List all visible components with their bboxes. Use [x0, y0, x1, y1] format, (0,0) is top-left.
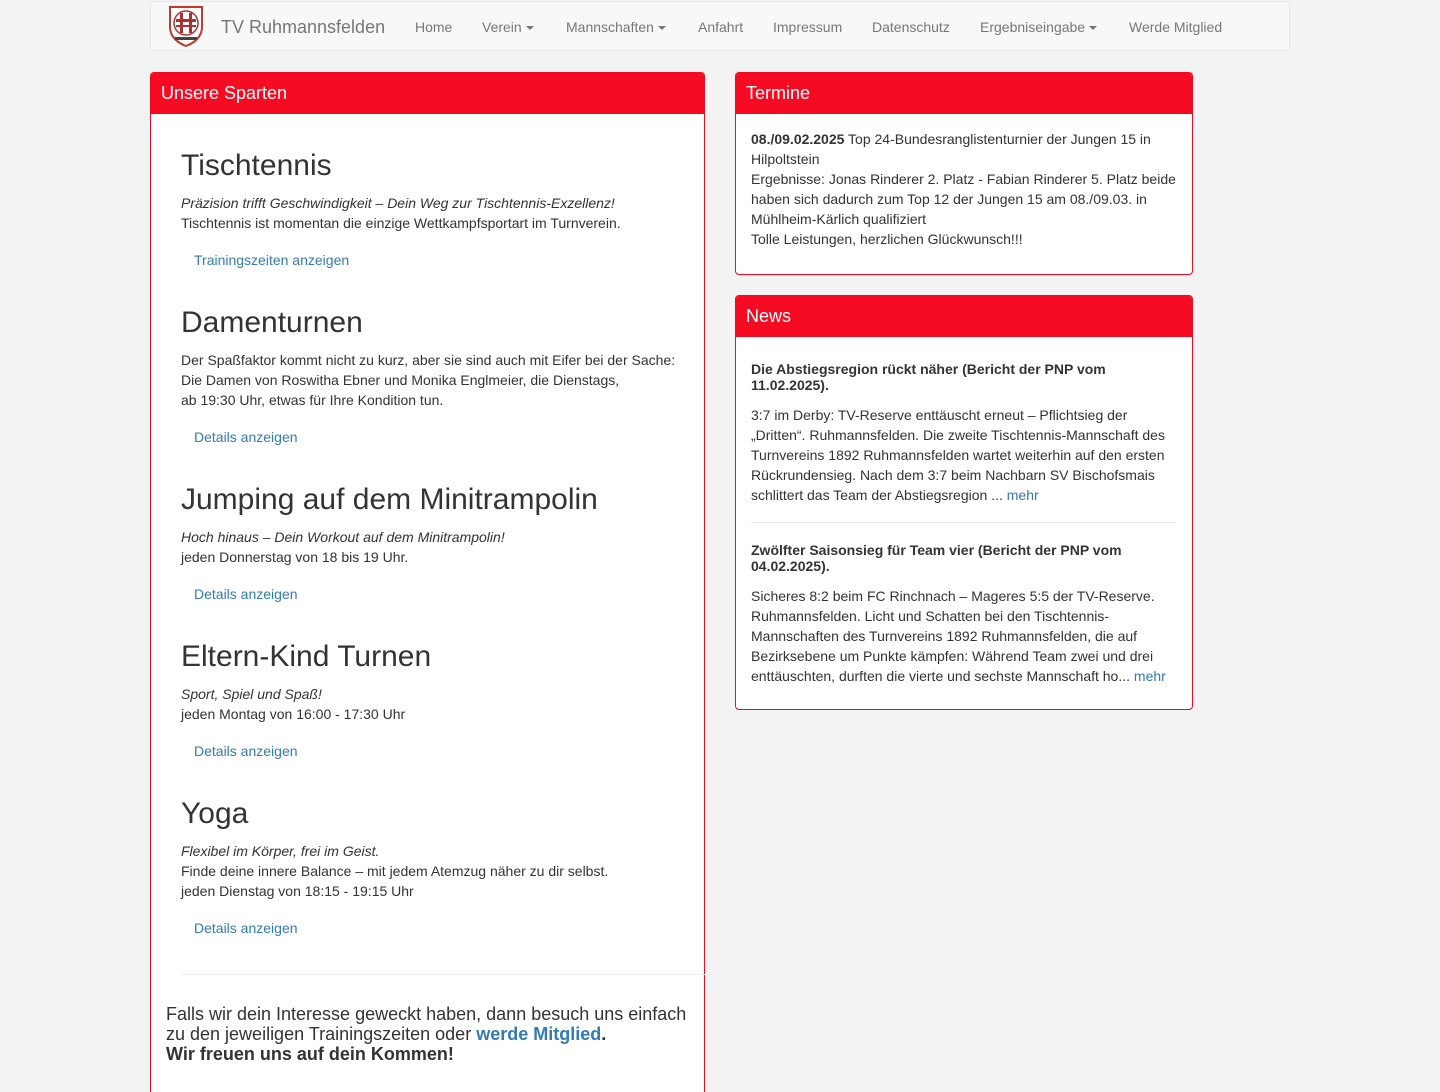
sparte-tagline: Sport, Spiel und Spaß!: [181, 686, 322, 702]
cta-dot: .: [601, 1024, 607, 1044]
sparte-text: Der Spaßfaktor kommt nicht zu kurz, aber sie sind auch mit Eifer bei der Sache:: [181, 352, 676, 368]
trainingszeiten-link[interactable]: Trainingszeiten anzeigen: [194, 252, 350, 268]
club-logo-icon[interactable]: [166, 5, 206, 47]
sparte-tagline: Hoch hinaus – Dein Workout auf dem Minitrampolin!: [181, 529, 505, 545]
nav-home[interactable]: Home: [415, 19, 453, 35]
details-link[interactable]: Details anzeigen: [194, 586, 298, 602]
brand-name[interactable]: TV Ruhmannsfelden: [221, 17, 386, 37]
caret-down-icon: [526, 26, 534, 30]
sparte-title: Yoga: [181, 797, 249, 830]
content-divider: [181, 974, 1321, 975]
sparte-text: jeden Montag von 16:00 - 17:30 Uhr: [181, 706, 406, 722]
caret-down-icon: [658, 26, 666, 30]
news-title: Die Abstiegsregion rückt näher (Bericht der PNP vom 11.02.2025).: [751, 361, 1106, 393]
sparte-jumping: [181, 483, 691, 604]
news-text: Sicheres 8:2 beim FC Rinchnach – Mageres 5:5 der TV-Reserve. Ruhmannsfelden. Licht und Schatten bei den Tischtennis-Mannschaften des Turnvereins 1892 Ruhmannsfelden, die auf Bezirksebene um Punkte kämpfen: Während Team zwei und drei enttäuschten, durften die vierte und sechste Mannschaft ho... mehr: [751, 588, 1166, 684]
caret-down-icon: [1089, 26, 1097, 30]
sparte-yoga: [181, 797, 691, 938]
nav-datenschutz[interactable]: Datenschutz: [872, 19, 950, 35]
details-link[interactable]: Details anzeigen: [194, 429, 298, 445]
nav-impressum[interactable]: Impressum: [773, 19, 843, 35]
top-navbar: [150, 1, 1290, 51]
sparte-text: Finde deine innere Balance – mit jedem Atemzug näher zu dir selbst.: [181, 863, 609, 879]
news-title: Zwölfter Saisonsieg für Team vier (Bericht der PNP vom 04.02.2025).: [751, 542, 1122, 574]
termin-congrats: Tolle Leistungen, herzlichen Glückwunsch!!!: [751, 231, 1023, 247]
termine-entry: [751, 129, 1179, 249]
termine-panel: [735, 72, 1193, 275]
sparte-text: Tischtennis ist momentan die einzige Wettkampfsportart im Turnverein.: [181, 215, 621, 231]
news-panel: [735, 295, 1193, 710]
sparte-text: Die Damen von Roswitha Ebner und Monika Englmeier, die Dienstags,: [181, 372, 620, 388]
nav-ergebniseingabe-dropdown[interactable]: Ergebniseingabe: [980, 17, 1097, 37]
news-item: [751, 361, 1179, 505]
sparte-tischtennis: [181, 149, 691, 270]
news-item: [751, 542, 1179, 686]
termin-date: 08./09.02.2025: [751, 131, 845, 147]
sparte-title: Jumping auf dem Minitrampolin: [181, 483, 598, 516]
details-link[interactable]: Details anzeigen: [194, 743, 298, 759]
sparte-title: Eltern-Kind Turnen: [181, 640, 432, 673]
termine-heading: Termine: [736, 73, 1192, 114]
sparten-heading: Unsere Sparten: [151, 73, 704, 114]
cta-closing: Wir freuen uns auf dein Kommen!: [166, 1044, 454, 1064]
sparte-text: jeden Donnerstag von 18 bis 19 Uhr.: [181, 549, 409, 565]
sparte-tagline: Präzision trifft Geschwindigkeit – Dein Weg zur Tischtennis-Exzellenz!: [181, 195, 615, 211]
sparte-text: ab 19:30 Uhr, etwas für Ihre Kondition tun.: [181, 392, 444, 408]
nav-werde-mitglied[interactable]: Werde Mitglied: [1129, 19, 1223, 35]
nav-mannschaften-dropdown[interactable]: Mannschaften: [566, 17, 666, 37]
werde-mitglied-link[interactable]: werde Mitglied: [476, 1024, 602, 1044]
cta-text: Falls wir dein Interesse geweckt haben, dann besuch uns einfach zu den jeweiligen Trainingszeiten oder: [166, 1004, 687, 1044]
nav-anfahrt[interactable]: Anfahrt: [698, 19, 744, 35]
sparte-damenturnen: [181, 306, 691, 447]
sparte-tagline: Flexibel im Körper, frei im Geist.: [181, 843, 380, 859]
sparte-text: jeden Dienstag von 18:15 - 19:15 Uhr: [181, 883, 414, 899]
nav-verein-dropdown[interactable]: Verein: [482, 17, 534, 37]
sparte-eltern-kind: [181, 640, 691, 761]
news-separator: [751, 522, 1176, 523]
call-to-action: [166, 1004, 696, 1064]
sparte-title: Tischtennis: [181, 149, 332, 182]
news-more-link[interactable]: mehr: [1006, 487, 1039, 503]
termin-results: Ergebnisse: Jonas Rinderer 2. Platz - Fabian Rinderer 5. Platz beide haben sich dadurch zum Top 12 der Jungen 15 am 08./09.03. in Mühlheim-Kärlich qualifiziert: [751, 171, 1176, 227]
sparten-panel: [150, 72, 705, 1092]
news-text: 3:7 im Derby: TV-Reserve enttäuscht erneut – Pflichtsieg der „Dritten“. Ruhmannsfelden. Die zweite Tischtennis-Mannschaft des Turnvereins 1892 Ruhmannsfelden wartet weiterhin auf den ersten Rückrundensieg. Nach dem 3:7 beim Nachbarn SV Bischofsmais schlittert das Team der Abstiegsregion ... mehr: [751, 407, 1165, 503]
termin-title: Top 24-Bundesranglistenturnier der Jungen 15 in Hilpoltstein: [751, 131, 1151, 167]
news-more-link[interactable]: mehr: [1133, 668, 1166, 684]
news-heading: News: [736, 296, 1192, 337]
sparte-title: Damenturnen: [181, 306, 363, 339]
details-link[interactable]: Details anzeigen: [194, 920, 298, 936]
